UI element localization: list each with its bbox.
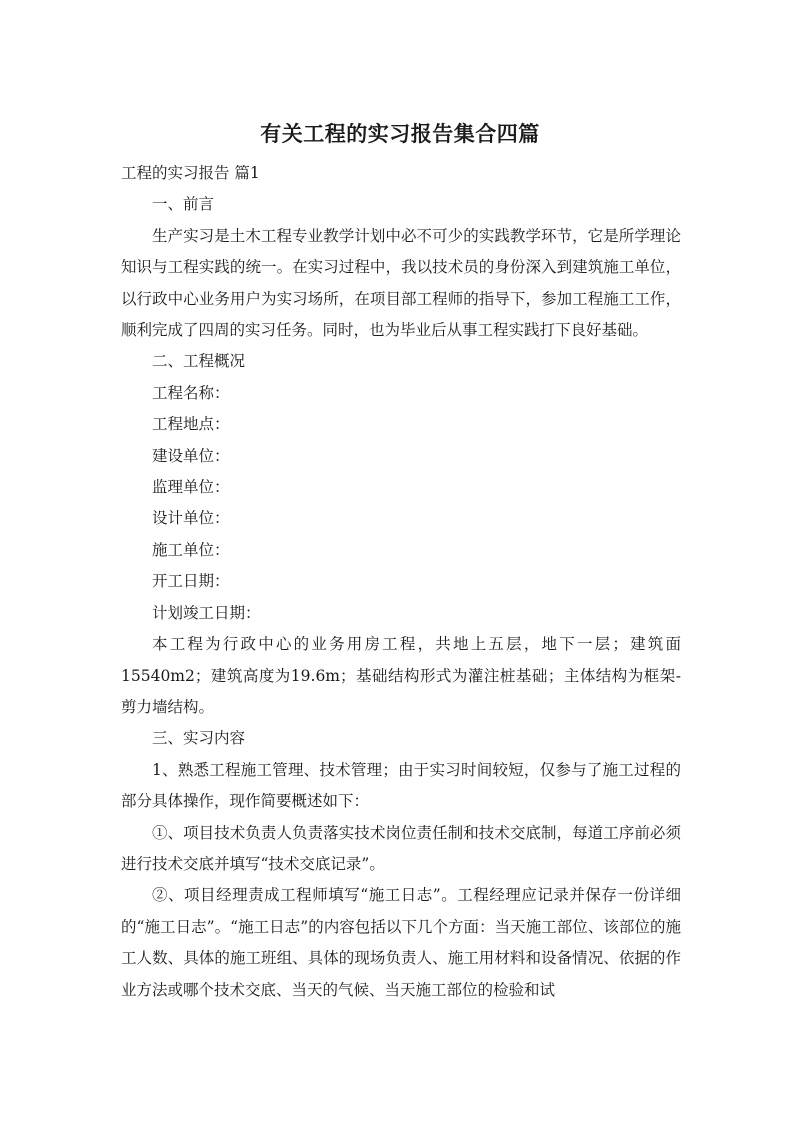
field-label: 计划竣工日期： <box>152 603 261 622</box>
document-body <box>121 158 681 1006</box>
section-heading: 工程的实习报告 篇1 <box>121 164 260 182</box>
field-label: 工程名称： <box>152 383 230 402</box>
subsection-heading: 一、前言 <box>152 195 215 214</box>
field-label: 监理单位： <box>152 478 230 497</box>
body-paragraph: 本工程为行政中心的业务用房工程，共地上五层，地下一层；建筑面15540m2；建筑高度为19.6m；基础结构形式为灌注桩基础；主体结构为框架-剪力墙结构。 <box>121 635 681 716</box>
body-paragraph: ①、项目技术负责人负责落实技术岗位责任制和技术交底制，每道工序前必须进行技术交底并填写“技术交底记录”。 <box>121 823 681 873</box>
field-label: 设计单位： <box>152 509 230 528</box>
body-paragraph: 生产实习是土木工程专业教学计划中必不可少的实践教学环节，它是所学理论知识与工程实践的统一。在实习过程中，我以技术员的身份深入到建筑施工单位，以行政中心业务用户为实习场所，在项目部工程师的指导下，参加工程施工工作，顺利完成了四周的实习任务。同时，也为毕业后从事工程实践打下良好基础。 <box>121 226 681 340</box>
field-label: 建设单位： <box>152 446 230 465</box>
document-title: 有关工程的实习报告集合四篇 <box>260 122 540 146</box>
subsection-heading: 三、实习内容 <box>152 729 246 748</box>
field-label: 施工单位： <box>152 540 230 559</box>
body-paragraph: 1、熟悉工程施工管理、技术管理；由于实习时间较短，仅参与了施工过程的部分具体操作，现作简要概述如下： <box>121 760 681 811</box>
subsection-heading: 二、工程概况 <box>152 352 246 371</box>
field-label: 工程地点： <box>152 415 230 434</box>
body-paragraph: ②、项目经理责成工程师填写“施工日志”。工程经理应记录并保存一份详细的“施工日志”。“施工日志”的内容包括以下几个方面：当天施工部位、该部位的施工人数、具体的施工班组、具体的现场负责人、施工用材料和设备情况、依据的作业方法或哪个技术交底、当天的气候、当天施工部位的检验和试 <box>121 886 681 999</box>
field-label: 开工日期： <box>152 572 230 591</box>
